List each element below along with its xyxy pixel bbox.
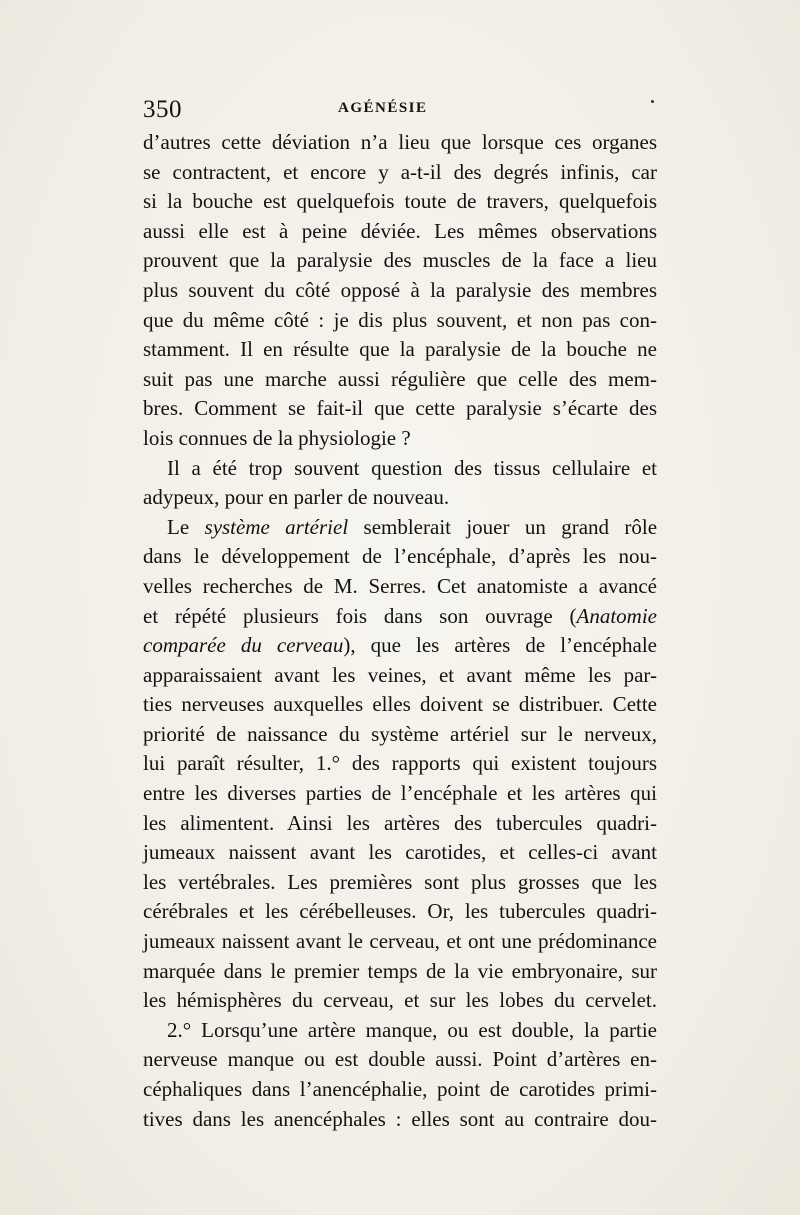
text-line: cérébrales et les cérébelleuses. Or, les tubercules quadri- bbox=[143, 899, 657, 924]
text-line: et répété plusieurs fois dans son ouvrage (Anatomie bbox=[143, 603, 657, 628]
text-line: suit pas une marche aussi régulière que celle des mem- bbox=[143, 366, 657, 391]
body-text bbox=[143, 128, 657, 1134]
text-line: adypeux, pour en parler de nouveau. bbox=[143, 485, 450, 510]
ink-speck bbox=[651, 100, 654, 103]
text-line: les alimentent. Ainsi les artères des tubercules quadri- bbox=[143, 810, 657, 835]
text-line: marquée dans le premier temps de la vie embryonaire, sur bbox=[143, 958, 657, 983]
text-line: d’autres cette déviation n’a lieu que lorsque ces organes bbox=[143, 130, 657, 154]
text-line: lui paraît résulter, 1.° des rapports qui existent toujours bbox=[143, 751, 657, 776]
text-line: entre les diverses parties de l’encéphale et les artères qui bbox=[143, 781, 657, 806]
page-header bbox=[143, 96, 657, 126]
text-line: Le système artériel semblerait jouer un grand rôle bbox=[167, 514, 658, 539]
italic-title: Anatomie bbox=[576, 603, 657, 628]
text-line: lois connues de la physiologie ? bbox=[143, 425, 411, 450]
text-line: apparaissaient avant les veines, et avant même les par- bbox=[143, 662, 657, 687]
italic-title: système artériel bbox=[204, 514, 349, 539]
text-line: que du même côté : je dis plus souvent, et non pas con- bbox=[143, 307, 657, 332]
text-line: dans le développement de l’encéphale, d’après les nou- bbox=[143, 544, 657, 569]
page-number: 350 bbox=[143, 96, 182, 123]
text-line: si la bouche est quelquefois toute de travers, quelquefois bbox=[143, 189, 657, 214]
text-line: stamment. Il en résulte que la paralysie de la bouche ne bbox=[143, 337, 657, 362]
italic-title: comparée du cerveau bbox=[143, 633, 344, 658]
text-line: Il a été trop souvent question des tissus cellulaire et bbox=[167, 455, 657, 480]
text-line: 2.° Lorsqu’une artère manque, ou est double, la partie bbox=[167, 1017, 657, 1042]
text-line: nerveuse manque ou est double aussi. Point d’artères en- bbox=[143, 1047, 657, 1072]
text-line: les hémisphères du cerveau, et sur les lobes du cervelet. bbox=[143, 988, 657, 1013]
text-line: comparée du cerveau), que les artères de l’encéphale bbox=[143, 633, 657, 658]
text-line: plus souvent du côté opposé à la paralysie des membres bbox=[143, 277, 657, 302]
text-line: jumeaux naissent avant les carotides, et celles-ci avant bbox=[143, 840, 657, 865]
text-line: se contractent, et encore y a-t-il des degrés infinis, car bbox=[143, 159, 657, 184]
running-head: AGÉNÉSIE bbox=[338, 100, 428, 116]
text-line: tives dans les anencéphales : elles sont au contraire dou- bbox=[143, 1106, 657, 1131]
text-line: velles recherches de M. Serres. Cet anatomiste a avancé bbox=[143, 573, 657, 598]
text-line: les vertébrales. Les premières sont plus grosses que les bbox=[143, 869, 657, 894]
text-line: céphaliques dans l’anencéphalie, point de carotides primi- bbox=[143, 1077, 657, 1101]
text-line: prouvent que la paralysie des muscles de la face a lieu bbox=[143, 248, 657, 273]
text-line: jumeaux naissent avant le cerveau, et ont une prédominance bbox=[143, 929, 657, 954]
text-line: aussi elle est à peine déviée. Les mêmes observations bbox=[143, 218, 657, 243]
text-line: bres. Comment se fait-il que cette paralysie s’écarte des bbox=[143, 396, 657, 421]
text-line: priorité de naissance du système artériel sur le nerveux, bbox=[143, 721, 657, 746]
text-line: ties nerveuses auxquelles elles doivent se distribuer. Cette bbox=[143, 692, 657, 717]
